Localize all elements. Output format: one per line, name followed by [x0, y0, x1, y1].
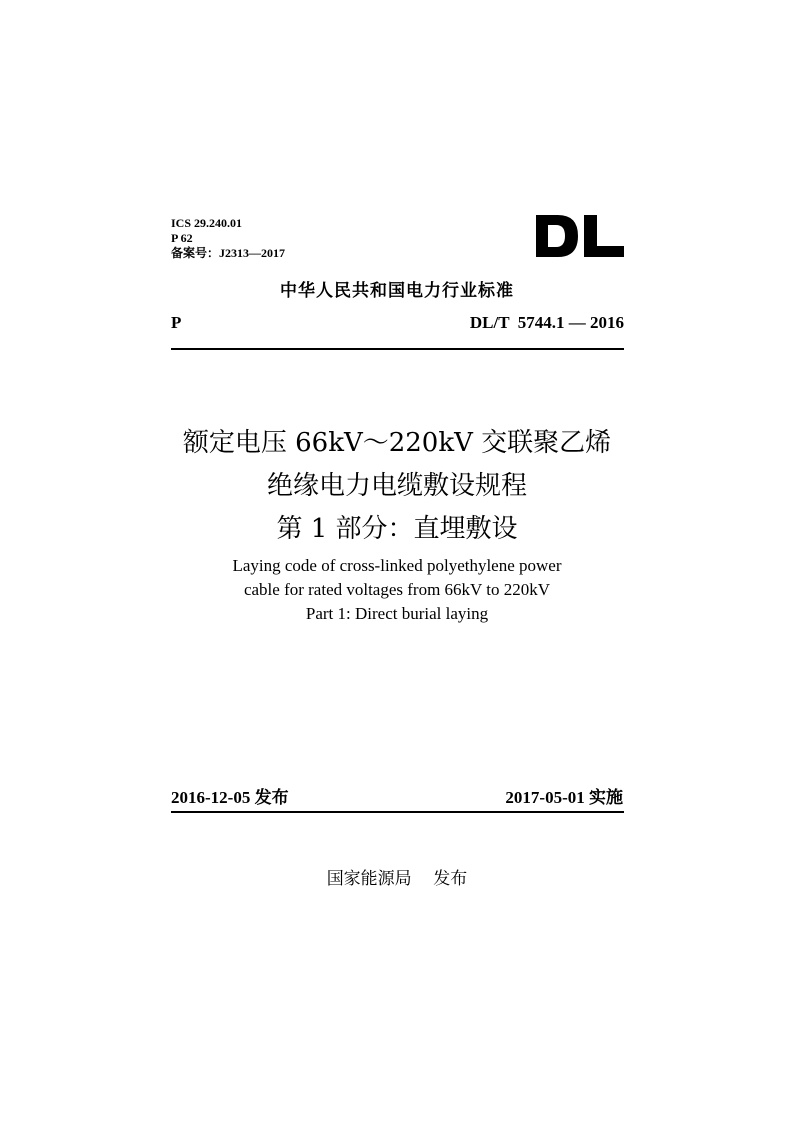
issue-date: 2016-12-05 发布	[171, 788, 289, 807]
category-letter: P	[171, 313, 182, 332]
title-cn-line1: 额定电压 66kV～220kV 交联聚乙烯	[182, 428, 612, 458]
filing-number: 备案号：J2313—2017	[171, 246, 286, 260]
title-cn-line3: 第 1 部分：直埋敷设	[276, 514, 518, 544]
ics-code: ICS 29.240.01	[171, 216, 243, 230]
top-divider	[171, 348, 624, 350]
title-en-line1: Laying code of cross-linked polyethylene power	[232, 556, 562, 575]
title-cn-line2: 绝缘电力电缆敷设规程	[266, 471, 527, 501]
title-en-line3: Part 1: Direct burial laying	[305, 604, 489, 623]
industry-standard-title: 中华人民共和国电力行业标准	[280, 281, 514, 301]
bottom-divider	[171, 811, 624, 813]
publisher: 国家能源局 发布	[326, 869, 468, 889]
dl-logo	[534, 213, 626, 259]
standard-number: DL/T 5744.1 — 2016	[469, 313, 624, 332]
implementation-date: 2017-05-01 实施	[505, 788, 623, 807]
title-en-line2: cable for rated voltages from 66kV to 220kV	[243, 580, 551, 599]
category-code: P 62	[171, 231, 193, 245]
